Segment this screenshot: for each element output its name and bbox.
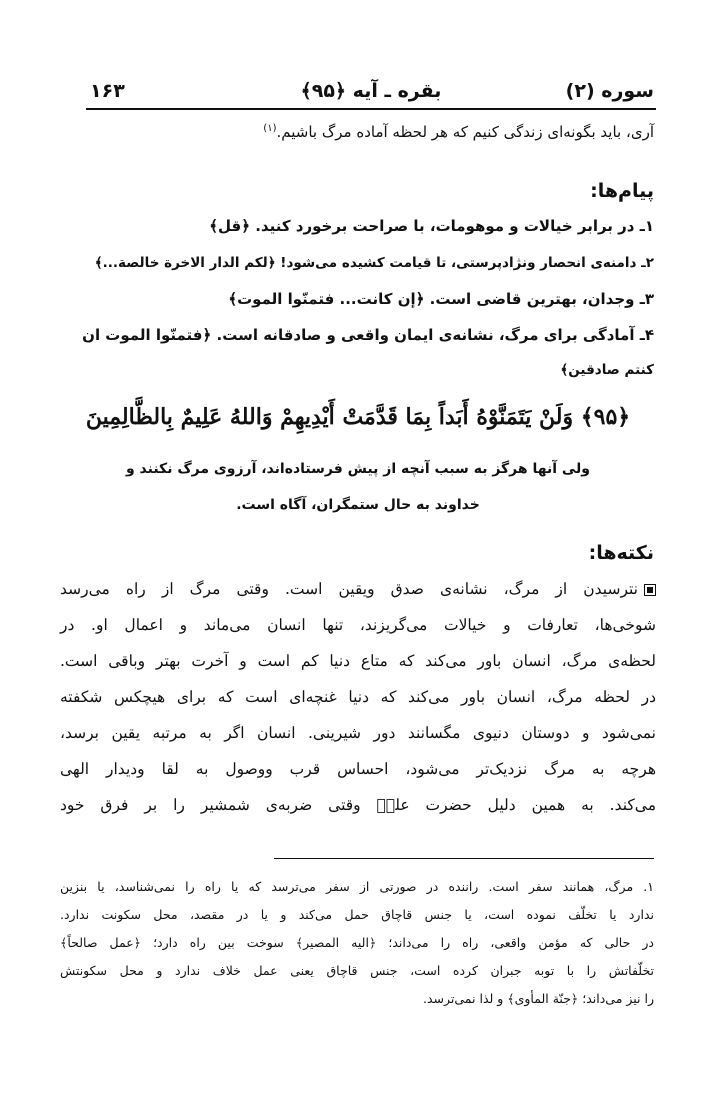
notes-line: نمی‌شود و دوستان دنیوی مگسانند دور شیرینی. انسان اگر به مرتبه یقین برسد، bbox=[60, 724, 656, 742]
notes-line: نترسیدن از مرگ، نشانه‌ی صدق ویقین است. وقتی مرگ از راه می‌رسد bbox=[60, 580, 656, 598]
chapter-verse-title: بقره ـ آیه ﴿۹۵﴾ bbox=[300, 80, 442, 102]
footnote-line: را نیز می‌داند؛ ﴿جنّة المأوی﴾ و لذا نمی‌ترسد. bbox=[422, 991, 654, 1006]
quran-verse: ﴿۹۵﴾ وَلَنْ يَتَمَنَّوْهُ أَبَداً بِمَا قَدَّمَتْ أَيْدِيهِمْ وَاللهُ عَلِيمٌ بِالظَّالِمِينَ bbox=[85, 404, 631, 430]
page-number: ۱۶۳ bbox=[90, 80, 125, 102]
notes-line: هرچه به مرگ نزدیک‌تر می‌شود، احساس قرب ووصول به لقا ودیدار الهی bbox=[60, 760, 656, 778]
notes-line: شوخی‌ها، تعارفات و خیالات می‌گریزند، تنها انسان می‌ماند و اعمال او. در bbox=[60, 616, 656, 634]
notes-line: می‌کند. به همین دلیل حضرت علیؑ وقتی ضربه‌ی شمشیر را بر فرق خود bbox=[60, 796, 656, 814]
footnote-line: تخلّفاتش را با توبه جبران کرده است، جنس قاچاق یعنی عمل خلاف ندارد و محل سکونتش bbox=[60, 963, 654, 978]
surah-label: سوره (۲) bbox=[565, 80, 654, 102]
notes-title: نکته‌ها: bbox=[588, 542, 654, 564]
footnote-line: ندارد یا تخلّف نموده است، یا جنس قاچاق حمل می‌کند و یا در مقصد، محل سکونت ندارد. bbox=[60, 907, 654, 922]
square-bullet-icon bbox=[644, 584, 656, 596]
page-header bbox=[86, 74, 656, 110]
message-item-2: ۲ـ دامنه‌ی انحصار ونژادپرستی، تا قیامت کشیده می‌شود! ﴿لکم الدار الاخرة خالصة...﴾ bbox=[94, 255, 654, 271]
verse-translation-line-1: ولی آنها هرگز به سبب آنچه از پیش فرستاده‌اند، آرزوی مرگ نکنند و bbox=[125, 461, 591, 477]
footnote-line: در حالی که مؤمن واقعی، راه را می‌داند؛ ﴿الیه المصیر﴾ سوخت بین راه دارد؛ ﴿عمل صالحاً﴾ bbox=[60, 935, 654, 950]
footnote-divider bbox=[274, 858, 654, 859]
verse-translation-line-2: خداوند به حال ستمگران، آگاه است. bbox=[236, 497, 480, 513]
intro-paragraph bbox=[263, 123, 654, 141]
message-item-4-continued: کنتم صادقین﴾ bbox=[560, 362, 654, 378]
messages-title: پیام‌ها: bbox=[590, 180, 654, 202]
message-item-4: ۴ـ آمادگی برای مرگ، نشانه‌ی ایمان واقعی و صادقانه است. ﴿فتمنّوا الموت ان bbox=[82, 326, 654, 344]
footnote-ref: (۱) bbox=[263, 123, 277, 134]
intro-text: آری، باید بگونه‌ای زندگی کنیم که هر لحظه آماده مرگ باشیم. bbox=[276, 123, 654, 141]
message-item-3: ۳ـ وجدان، بهترین قاضی است. ﴿إن کانت... فتمنّوا الموت﴾ bbox=[228, 290, 654, 308]
notes-line: در لحظه مرگ، انسان باور می‌کند که دنیا غنچه‌ای است که برای هیچکس شکفته bbox=[60, 688, 656, 706]
message-item-1: ۱ـ در برابر خیالات و موهومات، با صراحت برخورد کنید. ﴿قل﴾ bbox=[209, 217, 654, 235]
footnote-line: ۱. مرگ، همانند سفر است. راننده در صورتی از سفر می‌ترسد که یا راه را نمی‌شناسد، یا بنزین bbox=[60, 879, 654, 894]
notes-line: لحظه‌ی مرگ، انسان باور می‌کند که متاع دنیا کم است و آخرت بهتر وباقی است. bbox=[60, 652, 656, 670]
